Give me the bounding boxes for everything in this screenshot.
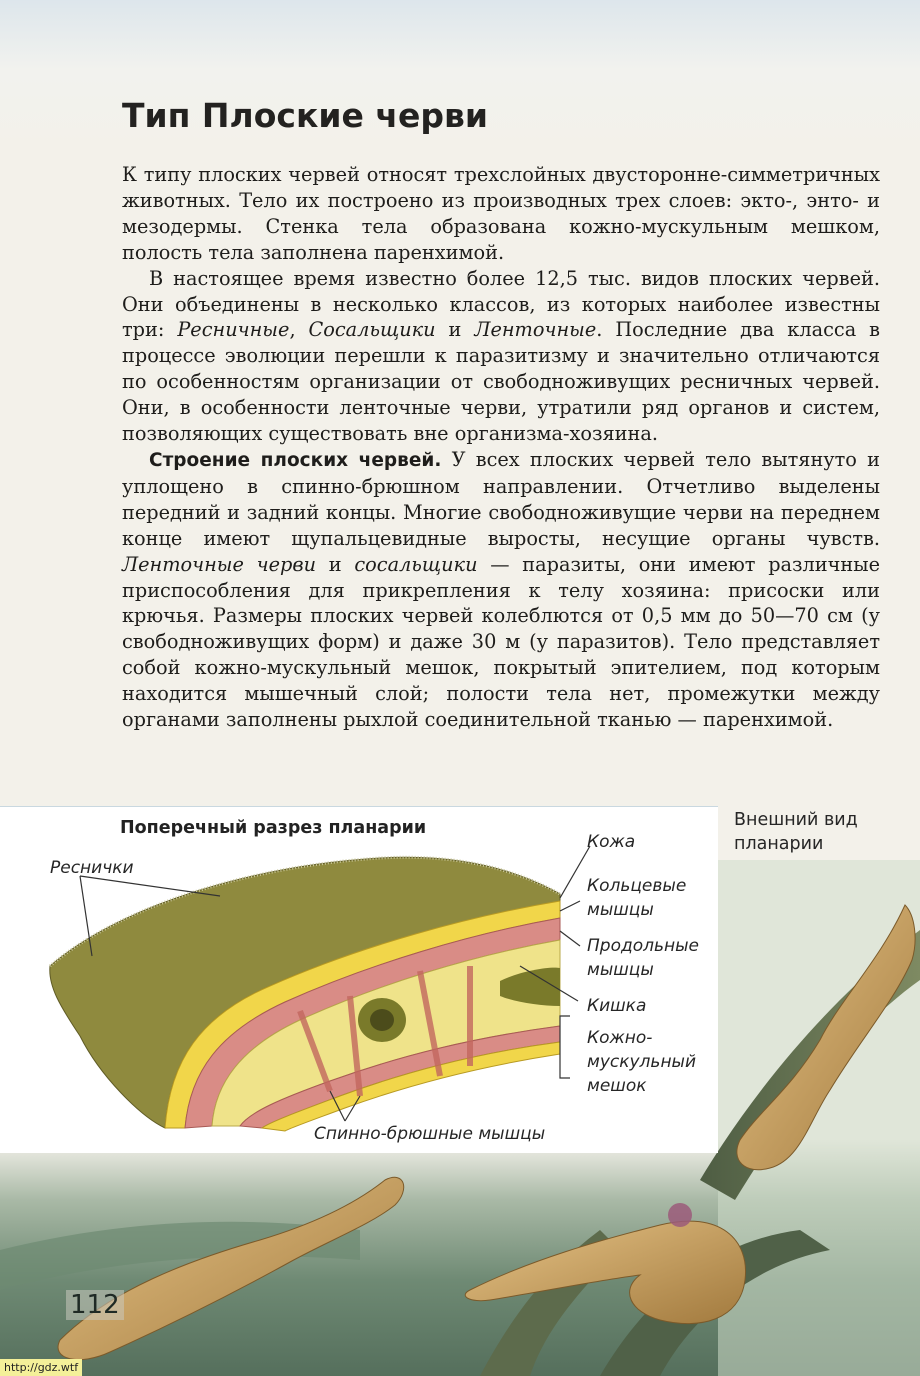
label-sac-1: Кожно-	[587, 1028, 653, 1048]
label-ring-1: Кольцевые	[587, 876, 687, 896]
label-sac-2: мускульный	[587, 1052, 697, 1072]
p3-italic-flukes: сосальщики	[354, 552, 478, 576]
label-cilia: Реснички	[50, 858, 134, 878]
p2-text-a: В настоящее время известно более 12,5 тыс. видов плоских червей. Они объединены в несколько классов, из которых наиболее известны три:	[122, 266, 880, 342]
figure-title: Поперечный разрез планарии	[120, 818, 427, 838]
class-ciliated: Ресничные	[177, 318, 290, 342]
paragraph-1: К типу плоских червей относят трехслойных двусторонне-симметричных животных. Тело их построено из производных трех слоев: экто-, энто- и мезодермы. Стенка тела образована кожно-мускульным мешком, полость тела заполнена паренхимой.	[122, 163, 880, 264]
external-caption-line-2: планарии	[734, 834, 824, 854]
p3-text-a: У всех плоских червей тело вытянуто и уплощено в спинно-брюшном направлении. Отчетливо выделены передний и задний концы. Многие свободноживущие черви на переднем конце имеют щупальцевидные выросты, несущие органы чувств.	[122, 447, 880, 550]
class-flukes: Сосальщики	[308, 318, 436, 342]
class-tapeworms: Ленточные	[474, 318, 597, 342]
planaria-bottom-left	[58, 1177, 404, 1359]
label-long-1: Продольные	[587, 936, 700, 956]
paragraph-2: В настоящее время известно более 12,5 тыс. видов плоских червей. Они объединены в несколько классов, из которых наиболее известны три: Ресничные, Сосальщики и Ленточные. Последние два класса в процессе эволюции перешли к паразитизму и значительно отличаются по особенностям организации от свободноживущих ресничных червей. Они, в особенности ленточные черви, утратили ряд органов и систем, позволяющих существовать вне организма-хозяина.	[122, 266, 880, 446]
p3-and: и	[316, 552, 355, 576]
label-dorsoventral: Спинно-брюшные мышцы	[314, 1124, 546, 1144]
p3-text-b: — паразиты, они имеют различные приспособления для прикрепления к телу хозяина: присоски или крючья. Размеры плоских червей колеблются от 0,5 мм до 50—70 см (у свободноживущих форм) и даже 30 м (у паразитов). Тело представляет собой кожно-мускульный мешок, покрытый эпителием, под которым находится мышечный слой; полости тела нет, промежутки между органами заполнены рыхлой соединительной тканью — паренхимой.	[122, 552, 880, 732]
section-subhead: Строение плоских червей.	[149, 449, 442, 471]
external-view-caption	[734, 808, 904, 856]
page-number: 112	[66, 1290, 124, 1320]
label-skin: Кожа	[587, 832, 636, 852]
watermark: http://gdz.wtf	[0, 1359, 82, 1376]
external-caption-line-1: Внешний вид	[734, 810, 858, 830]
page-title: Тип Плоские черви	[122, 96, 488, 135]
label-long-2: мышцы	[587, 960, 654, 980]
p2-and: и	[435, 318, 475, 342]
label-ring-2: мышцы	[587, 900, 654, 920]
label-sac-3: мешок	[587, 1076, 647, 1096]
p2-text-b: . Последние два класса в процессе эволюции перешли к паразитизму и значительно отличаются по особенностям организации от свободноживущих ресничных червей. Они, в особенности ленточные черви, утратили ряд органов и систем, позволяющих существовать вне организма-хозяина.	[122, 318, 880, 446]
label-gut: Кишка	[587, 996, 647, 1016]
p3-italic-tapeworms: Ленточные черви	[122, 552, 317, 576]
